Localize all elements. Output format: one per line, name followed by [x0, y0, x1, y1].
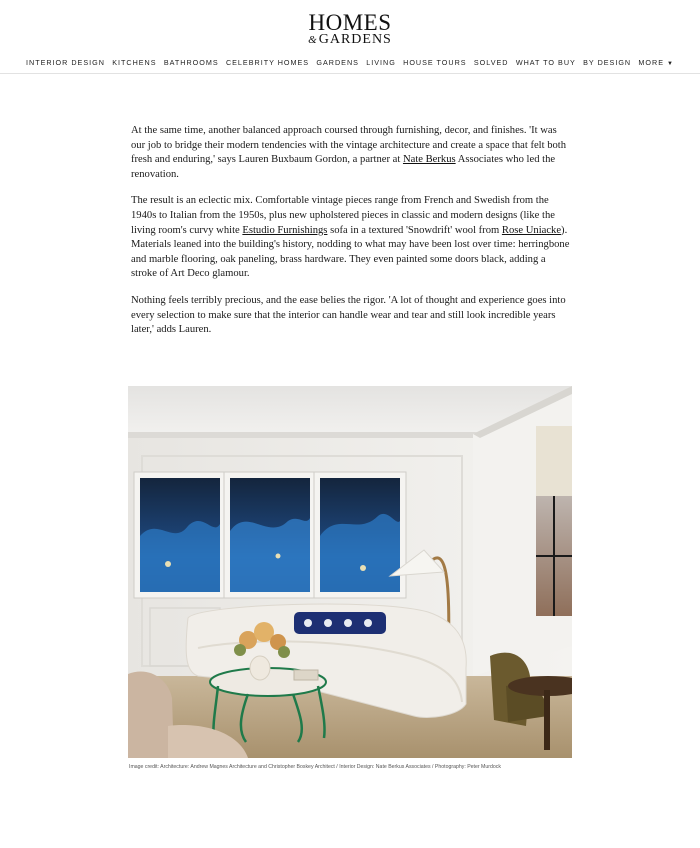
logo-ampersand: &: [308, 34, 318, 46]
side-table-leg: [544, 690, 550, 750]
chevron-down-icon: ▼: [666, 61, 674, 67]
leaf: [234, 644, 246, 656]
leaf: [278, 646, 290, 658]
main-navigation: [0, 58, 700, 74]
art-wave: [230, 518, 310, 592]
article-paragraph-2: [131, 194, 571, 282]
article-paragraph-1: [131, 124, 571, 182]
nav-item-more[interactable]: [638, 58, 674, 67]
logo-gardens-text: GARDENS: [318, 32, 392, 47]
roman-shade: [536, 426, 572, 496]
nav-item-what-to-buy[interactable]: WHAT TO BUY: [515, 58, 576, 67]
nav-item-interior-design[interactable]: INTERIOR DESIGN: [26, 58, 105, 67]
article-paragraph-3: Nothing feels terribly precious, and the ease belies the rigor. 'A lot of thought and experience goes into every selection to make sure that the interior can handle wear and tear and still look incredible years later,' adds Lauren.: [131, 294, 566, 336]
pillow-pattern: [324, 619, 332, 627]
pillow-pattern: [344, 619, 352, 627]
nav-item-gardens[interactable]: GARDENS: [316, 58, 359, 67]
art-highlight: [165, 561, 171, 567]
art-highlight: [360, 565, 366, 571]
paragraph-text: At the same time, another balanced approach coursed through furnishing, decor, and finishes. 'It was our job to bridge their modern tendencies with the vintage architecture and create a space that felt both fresh and enduring,' says Lauren Buxbaum Gordon, a partner at: [131, 125, 567, 166]
link-rose-uniacke[interactable]: Rose Uniacke: [501, 224, 562, 236]
nav-item-house-tours[interactable]: HOUSE TOURS: [403, 58, 467, 67]
link-estudio-furnishings[interactable]: Estudio Furnishings: [242, 224, 328, 236]
nav-more-label: MORE: [638, 58, 664, 67]
link-nate-berkus[interactable]: Nate Berkus: [402, 154, 456, 166]
nav-item-bathrooms[interactable]: BATHROOMS: [163, 58, 219, 67]
nav-item-kitchens[interactable]: KITCHENS: [112, 58, 157, 67]
nav-item-by-design[interactable]: BY DESIGN: [583, 58, 632, 67]
triptych-artwork: [134, 472, 406, 598]
nav-item-living[interactable]: LIVING: [366, 58, 396, 67]
paragraph-text: sofa in a textured 'Snowdrift' wool from: [327, 224, 502, 236]
article-image: [128, 386, 572, 758]
crown-molding: [128, 432, 478, 438]
image-caption: Image credit: Architecture: Andrew Magnes Architecture and Christopher Boskey Architect / Interior Design: Nate Berkus Associates / Photography: Peter Murdock: [129, 764, 501, 770]
art-highlight: [276, 554, 281, 559]
pillow-pattern: [304, 619, 312, 627]
living-room-photo: [128, 386, 572, 758]
nav-item-solved[interactable]: SOLVED: [473, 58, 509, 67]
logo-line-homes: HOMES: [308, 10, 392, 35]
paragraph-text: The result is an eclectic mix. Comfortable vintage pieces range from French and Swedish from the 1940s to Italian from the 1950s, plus new upholstered pieces in classic and modern designs (like the living room's curvy white: [131, 195, 555, 236]
paragraph-text: ). Materials leaned into the building's history, nodding to what may have been lost over time: herringbone and marble flooring, oak paneling, brass hardware. They even painted some doors black, adding a stroke of Art Deco glamour.: [131, 224, 570, 280]
pillow-pattern: [364, 619, 372, 627]
books: [294, 670, 318, 680]
logo-line-gardens: [0, 33, 700, 47]
site-logo[interactable]: [0, 10, 700, 47]
paragraph-text: Associates who led the renovation.: [131, 154, 556, 180]
vase: [250, 656, 270, 680]
article-body: [131, 124, 571, 350]
nav-item-celebrity-homes[interactable]: CELEBRITY HOMES: [225, 58, 310, 67]
nav-divider: [0, 73, 700, 74]
